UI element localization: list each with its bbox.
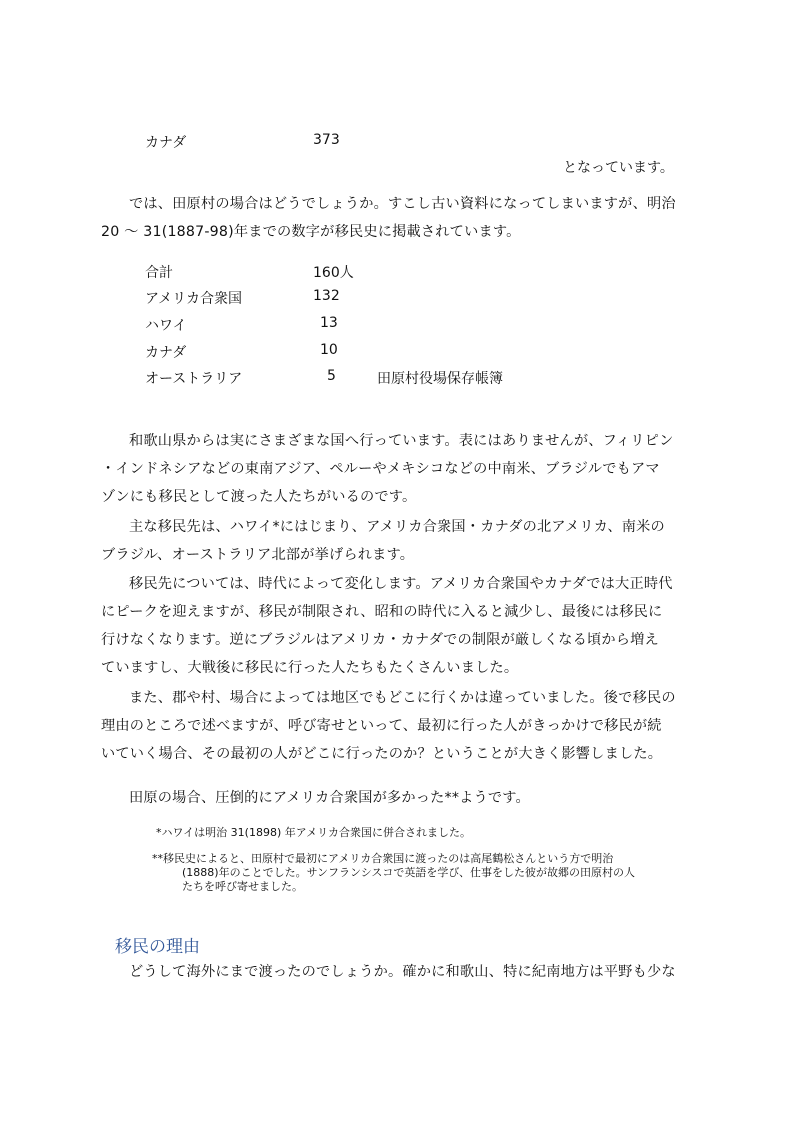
- text-line: いていく場合、その最初の人がどこに行ったのか？ということが大きく影響しました。: [101, 746, 663, 762]
- text-line: また、郡や村、場合によっては地区でもどこに行くかは違っていました。後で移民の: [129, 690, 676, 706]
- text-line: では、田原村の場合はどうでしょうか。すこし古い資料になってしまいますが、明治: [129, 196, 676, 212]
- text-line: 田原の場合、圧倒的にアメリカ合衆国が多かった**ようです。: [129, 790, 530, 806]
- table-row-country: ハワイ: [145, 318, 187, 334]
- table-row-country: 合計: [145, 265, 173, 281]
- paragraph: [115, 784, 681, 812]
- text-line: ブラジル、オーストラリア北部が挙げられます。: [101, 547, 415, 563]
- text-line: 移民先については、時代によって変化します。アメリカ合衆国やカナダでは大正時代: [129, 576, 673, 592]
- country-cell: カナダ: [145, 135, 187, 151]
- paragraph: [115, 958, 681, 986]
- text-line: ていますし、大戦後に移民に行った人たちもたくさんいました。: [101, 660, 519, 676]
- table-row-country: カナダ: [145, 345, 187, 361]
- closing-text: となっています。: [563, 160, 674, 176]
- table-row-count: 5: [327, 368, 336, 384]
- table-row-country: アメリカ合衆国: [145, 291, 243, 307]
- footnote-line: たちを呼び寄せました。: [182, 880, 303, 893]
- table-row-count: 10: [320, 342, 338, 358]
- section-heading: 移民の理由: [115, 937, 200, 957]
- table-row-count: 132: [313, 288, 340, 304]
- paragraph: [101, 570, 681, 682]
- paragraph: [101, 513, 681, 569]
- paragraph: [101, 427, 681, 511]
- table-source: 田原村役場保存帳簿: [377, 371, 503, 387]
- text-line: ・インドネシアなどの東南アジア、ペルーやメキシコなどの中南米、ブラジルでもアマ: [101, 461, 660, 477]
- paragraph: [101, 190, 681, 246]
- text-line: 理由のところで述べますが、呼び寄せといって、最初に行った人がきっかけで移民が続: [101, 718, 662, 734]
- text-line: 主な移民先は、ハワイ*にはじまり、アメリカ合衆国・カナダの北アメリカ、南米の: [129, 519, 665, 535]
- text-line: どうして海外にまで渡ったのでしょうか。確かに和歌山、特に紀南地方は平野も少な: [129, 964, 676, 980]
- table-row-country: オーストラリア: [145, 371, 243, 387]
- footnote-line: (1888)年のことでした。サンフランシスコで英語を学び、仕事をした彼が故郷の田原村の人: [182, 866, 635, 879]
- table-row: [145, 132, 186, 152]
- text-line: ゾンにも移民として渡った人たちがいるのです。: [101, 489, 417, 505]
- text-line: 行けなくなります。逆にブラジルはアメリカ・カナダでの制限が厳しくなる頃から増え: [101, 632, 659, 648]
- footnote-line: **移民史によると、田原村で最初にアメリカ合衆国に渡ったのは高尾鶴松さんという方で明治: [152, 852, 614, 865]
- text-line: 20 ～ 31(1887-98)年までの数字が移民史に掲載されています。: [101, 224, 521, 240]
- footnote: [152, 852, 635, 894]
- count-cell: 373: [313, 132, 340, 148]
- table-row-count: 160人: [313, 265, 354, 281]
- paragraph: [101, 684, 681, 768]
- footnote: *ハワイは明治 31(1898) 年アメリカ合衆国に併合されました。: [156, 826, 471, 839]
- text-line: 和歌山県からは実にさまざまな国へ行っています。表にはありませんが、フィリピン: [129, 433, 674, 449]
- text-line: にピークを迎えますが、移民が制限され、昭和の時代に入ると減少し、最後には移民に: [101, 604, 663, 620]
- table-row-count: 13: [320, 315, 338, 331]
